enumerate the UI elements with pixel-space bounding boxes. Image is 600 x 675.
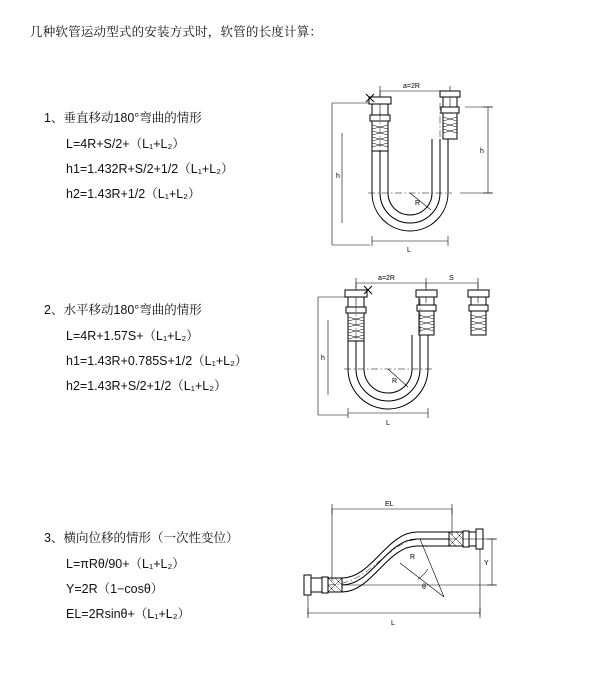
section-3-text: [44, 528, 314, 629]
svg-text:R: R: [415, 200, 421, 207]
section-2-number: 2、: [44, 303, 64, 317]
section-2-figure: [308, 265, 518, 450]
section-3-title: [44, 528, 314, 546]
section-2-text: [44, 300, 314, 401]
section-3-formula-3: EL=2Rsinθ+（L₁+L₂）: [66, 607, 191, 621]
svg-text:θ: θ: [422, 584, 426, 591]
svg-text:h: h: [336, 173, 340, 180]
section-2-title-text: 水平移动180°弯曲的情形: [63, 303, 202, 317]
section-3-formula-1: L=πRθ/90+（L₁+L₂）: [66, 557, 185, 571]
svg-text:a=2R: a=2R: [403, 83, 420, 90]
section-3-formula-2: Y=2R（1−cosθ）: [66, 582, 164, 596]
section-1-formula-2: h1=1.432R+S/2+1/2（L₁+L₂）: [66, 162, 234, 176]
section-3-figure: [292, 493, 507, 628]
svg-text:EL: EL: [385, 501, 394, 508]
section-2-title: [44, 300, 314, 318]
section-1-figure: [310, 73, 510, 273]
section-1-title-text: 垂直移动180°弯曲的情形: [63, 111, 202, 125]
section-1-text: [44, 108, 314, 209]
section-1-title: [44, 108, 314, 126]
section-1-formula-1: L=4R+S/2+（L₁+L₂）: [66, 137, 185, 151]
section-2-formula-3: h2=1.43R+S/2+1/2（L₁+L₂）: [66, 379, 227, 393]
section-3-title-text: 横向位移的情形（一次性变位）: [63, 531, 239, 545]
page-title: 几种软管运动型式的安装方式时，软管的长度计算：: [30, 25, 323, 39]
svg-text:a=2R: a=2R: [378, 275, 395, 282]
svg-text:L: L: [386, 420, 390, 427]
section-2-formula-1: L=4R+1.57S+（L₁+L₂）: [66, 329, 199, 343]
svg-text:S: S: [449, 275, 454, 282]
svg-text:Y: Y: [484, 560, 489, 567]
section-1-number: 1、: [44, 111, 64, 125]
svg-text:R: R: [392, 378, 398, 385]
svg-text:R: R: [410, 554, 416, 561]
svg-text:h: h: [321, 355, 325, 362]
svg-text:L: L: [407, 247, 411, 254]
svg-text:L: L: [391, 620, 395, 627]
section-3-number: 3、: [44, 531, 64, 545]
section-1-formula-3: h2=1.43R+1/2（L₁+L₂）: [66, 187, 201, 201]
section-2-formula-2: h1=1.43R+0.785S+1/2（L₁+L₂）: [66, 354, 248, 368]
svg-text:h: h: [480, 148, 484, 155]
